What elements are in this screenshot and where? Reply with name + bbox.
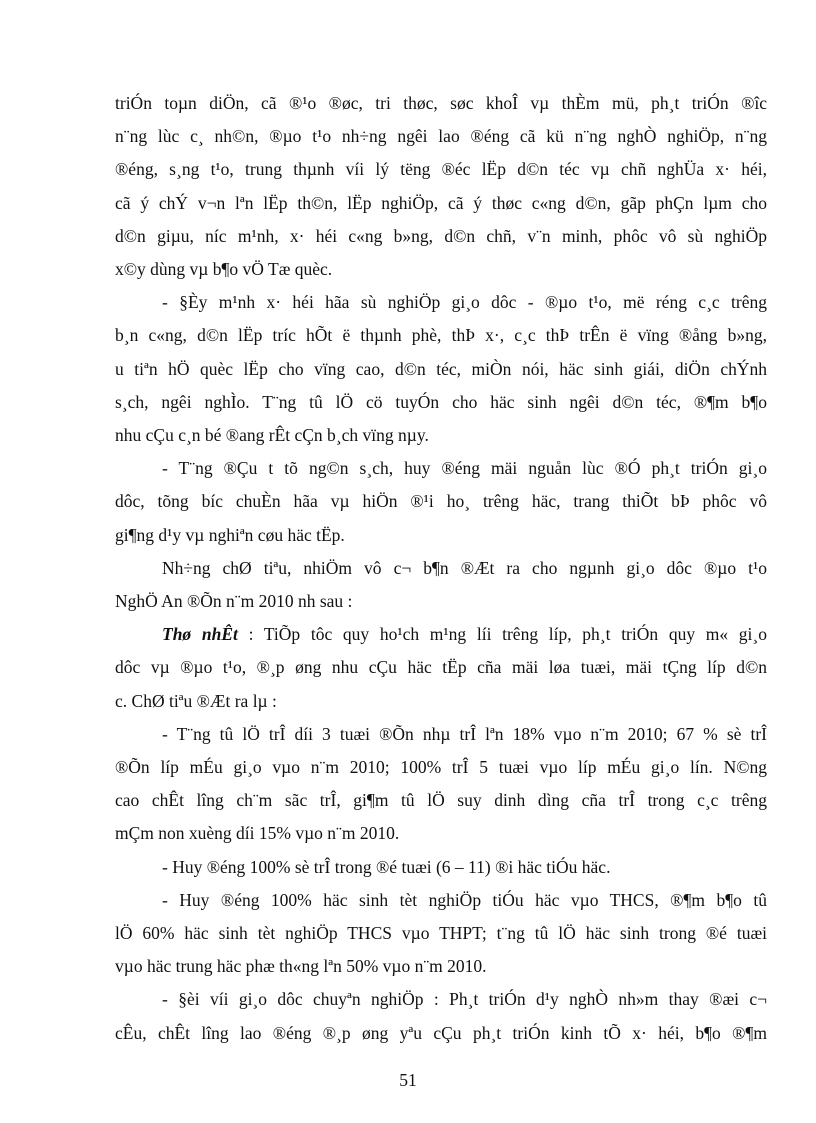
text-line: nhu cÇu c¸n bé ®ang rÊt cÇn b¸ch vïng nµy.: [115, 425, 429, 445]
text-line: d©n giµu, níc m¹nh, x· héi c«ng b»ng, d©n chñ, v¨n minh, phôc vô sù nghiÖp: [115, 225, 767, 246]
text-line: dôc, tõng bíc chuÈn hãa vµ hiÖn ®¹i ho¸ trêng häc, trang thiÕt bÞ phôc vô: [115, 491, 767, 512]
text-line: b¸n c«ng, d©n lËp tríc hÕt ë thµnh phè, thÞ x·, c¸c thÞ trÊn ë vïng ®ång b»ng,: [115, 325, 767, 346]
text-line: ®Õn líp mÉu gi¸o vµo n¨m 2010; 100% trÎ 5 tuæi vµo líp mÉu gi¸o lín. N©ng: [115, 757, 767, 777]
text-line: dôc vµ ®µo t¹o, ®¸p øng nhu cÇu häc tËp cña mäi løa tuæi, mäi tÇng líp d©n: [115, 657, 767, 678]
text-line: Nh÷ng chØ tiªu, nhiÖm vô c¬ b¶n ®Æt ra cho ngµnh gi¸o dôc ®µo t¹o: [162, 557, 767, 578]
text-line: x©y dùng vµ b¶o vÖ Tæ quèc.: [115, 259, 333, 279]
text-line: mÇm non xuèng díi 15% vµo n¨m 2010.: [115, 823, 400, 844]
text-line: - Huy ®éng 100% sè trÎ trong ®é tuæi (6 – 11) ®i häc tiÓu häc.: [162, 856, 611, 877]
text-line: cã ý chÝ v¬n lªn lËp th©n, lËp nghiÖp, cã ý thøc c«ng d©n, gãp phÇn lµm cho: [115, 192, 767, 213]
text-line: vµo häc trung häc phæ th«ng lªn 50% vµo n¨m 2010.: [115, 956, 487, 977]
text-line: triÓn toµn diÖn, cã ®¹o ®øc, tri thøc, søc khoÎ vµ thÈm mü, ph¸t triÓn ®îc: [115, 93, 767, 113]
text-line: n¨ng lùc c¸ nh©n, ®µo t¹o nh÷ng ngêi lao ®éng cã kü n¨ng nghÒ nghiÖp, n¨ng: [115, 126, 767, 147]
text-line: u tiªn hÖ quèc lËp cho vïng cao, d©n téc, miÒn nói, häc sinh giái, diÖn chÝnh: [115, 358, 767, 379]
page-number: 51: [399, 1070, 417, 1090]
text-line: - T¨ng tû lÖ trÎ díi 3 tuæi ®Õn nhµ trÎ lªn 18% vµo n¨m 2010; 67 % sè trÎ: [162, 723, 767, 744]
text-run: : TiÕp tôc quy ho¹ch m¹ng líi trêng líp, ph¸t triÓn quy m« gi¸o: [248, 624, 768, 645]
text-line: - Huy ®éng 100% häc sinh tèt nghiÖp tiÓu häc vµo THCS, ®¶m b¶o tû: [162, 889, 767, 910]
text-line: cao chÊt lîng ch¨m sãc trÎ, gi¶m tû lÖ suy dinh dìng cña trÎ trong c¸c trêng: [115, 790, 767, 811]
text-line: gi¶ng d¹y vµ nghiªn cøu häc tËp.: [115, 524, 345, 545]
text-line: - §èi víi gi¸o dôc chuyªn nghiÖp : Ph¸t triÓn d¹y nghÒ nh»m thay ®æi c¬: [162, 989, 767, 1010]
text-line: c. ChØ tiªu ®Æt ra lµ :: [115, 690, 277, 711]
text-line: ®éng, s¸ng t¹o, trung thµnh víi lý tëng ®éc lËp d©n téc vµ chñ nghÜa x· héi,: [115, 159, 767, 180]
text-line: s¸ch, ngêi nghÌo. T¨ng tû lÖ cö tuyÓn cho häc sinh ngêi d©n téc, ®¶m b¶o: [115, 391, 767, 412]
text-line: cÊu, chÊt lîng lao ®éng ®¸p øng yªu cÇu ph¸t triÓn kinh tÕ x· héi, b¶o ®¶m: [115, 1022, 767, 1043]
text-line: [162, 623, 767, 645]
text-line: - T¨ng ®Çu t tõ ng©n s¸ch, huy ®éng mäi nguån lùc ®Ó ph¸t triÓn gi¸o: [162, 458, 767, 479]
emphasis-heading: Thø nhÊt: [162, 624, 238, 645]
text-line: - §Èy m¹nh x· héi hãa sù nghiÖp gi¸o dôc - ®µo t¹o, më réng c¸c trêng: [162, 292, 767, 313]
text-line: lÖ 60% häc sinh tèt nghiÖp THCS vµo THPT; t¨ng tû lÖ häc sinh trong ®é tuæi: [115, 923, 767, 943]
text-line: NghÖ An ®Õn n¨m 2010 nh sau :: [115, 591, 353, 611]
